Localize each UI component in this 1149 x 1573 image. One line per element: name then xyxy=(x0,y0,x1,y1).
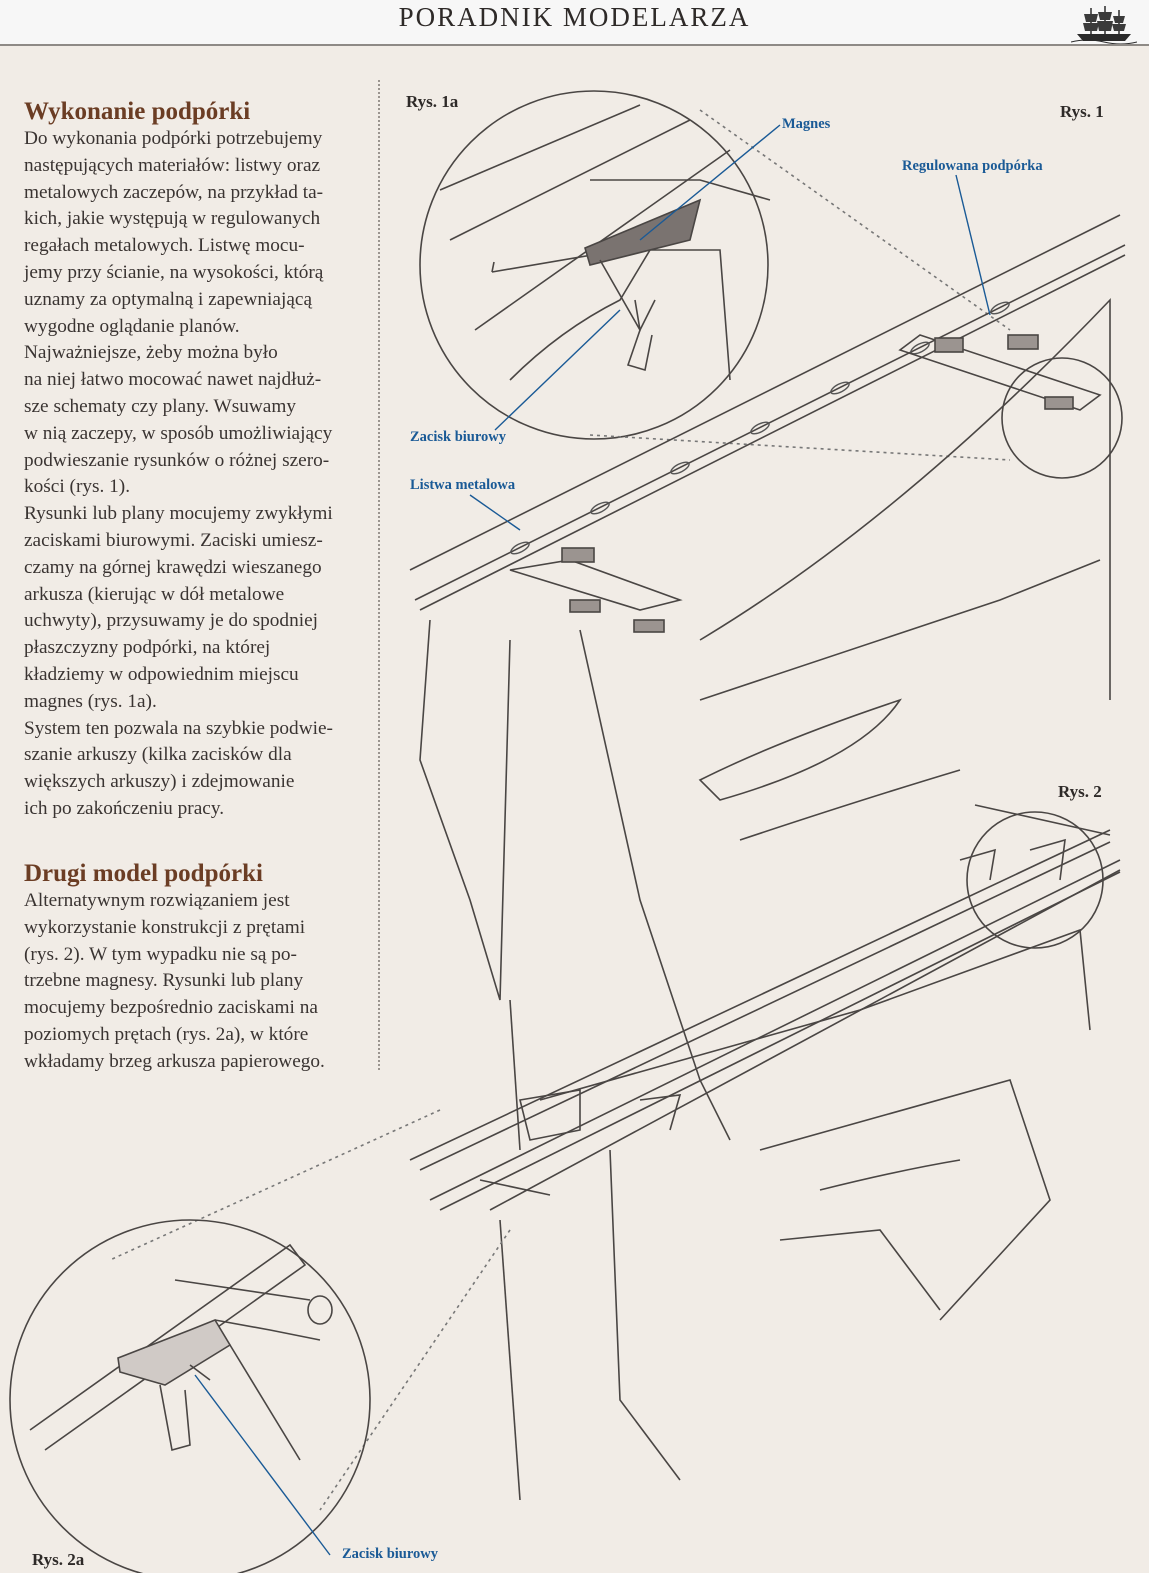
section-heading: Drugi model podpórki xyxy=(24,860,263,887)
section-body: Do wykonania podpórki potrzebujemy następujących materiałów: listwy oraz metalowych zaczepów, na przykład ta- kich, jakie występują w regulowanych regałach metalowych. Listwę mocu- jemy przy ścianie, na wysokości, którą uznamy za optymalną i zapewniającą wygodne oglądanie planów. Najważniejsze, żeby można było na niej łatwo mocować nawet najdłuż- sze schematy czy plany. Wsuwamy w nią zaczepy, w sposób umożliwiający podwieszanie rysunków o różnej szero- kości (rys. 1). Rysunki lub plany mocujemy zwykłymi zaciskami biurowymi. Zaciski umiesz- czamy na górnej krawędzi wieszanego arkusza (kierując w dół metalowe uchwyty), przysuwamy je do spodniej płaszczyzny podpórki, na której kładziemy w odpowiednim miejscu magnes (rys. 1a). System ten pozwala na szybkie podwie- szanie arkuszy (kilka zacisków dla większych arkuszy) i zdejmowanie ich po zakończeniu pracy. xyxy=(24,128,333,819)
callout-listwa-metalowa: Listwa metalowa xyxy=(410,477,516,493)
detail-circle-2a xyxy=(10,1220,370,1573)
figure-label-rys2: Rys. 2 xyxy=(1058,782,1102,801)
page-title: PORADNIK MODELARZA xyxy=(398,2,751,32)
figure-label-rys2a: Rys. 2a xyxy=(32,1550,85,1569)
section-heading: Wykonanie podpórki xyxy=(24,98,251,125)
section-body: Alternatywnym rozwiązaniem jest wykorzystanie konstrukcji z prętami (rys. 2). W tym wypadku nie są po- trzebne magnesy. Rysunki lub plany mocujemy bezpośrednio zaciskami na poziomych prętach (rys. 2a), w które wkładamy brzeg arkusza papierowego. xyxy=(24,890,325,1072)
callout-zacisk-biurowy-2a: Zacisk biurowy xyxy=(342,1546,439,1562)
figure-label-rys1a: Rys. 1a xyxy=(406,92,459,111)
detail-circle-1a xyxy=(420,91,770,439)
rail-drawing-1 xyxy=(410,215,1125,1150)
callout-magnes: Magnes xyxy=(782,116,831,132)
figure-label-rys1: Rys. 1 xyxy=(1060,102,1104,121)
callout-regulowana-podporka: Regulowana podpórka xyxy=(902,158,1043,174)
callout-zacisk-biurowy: Zacisk biurowy xyxy=(410,429,507,445)
rod-drawing-2 xyxy=(410,805,1120,1500)
